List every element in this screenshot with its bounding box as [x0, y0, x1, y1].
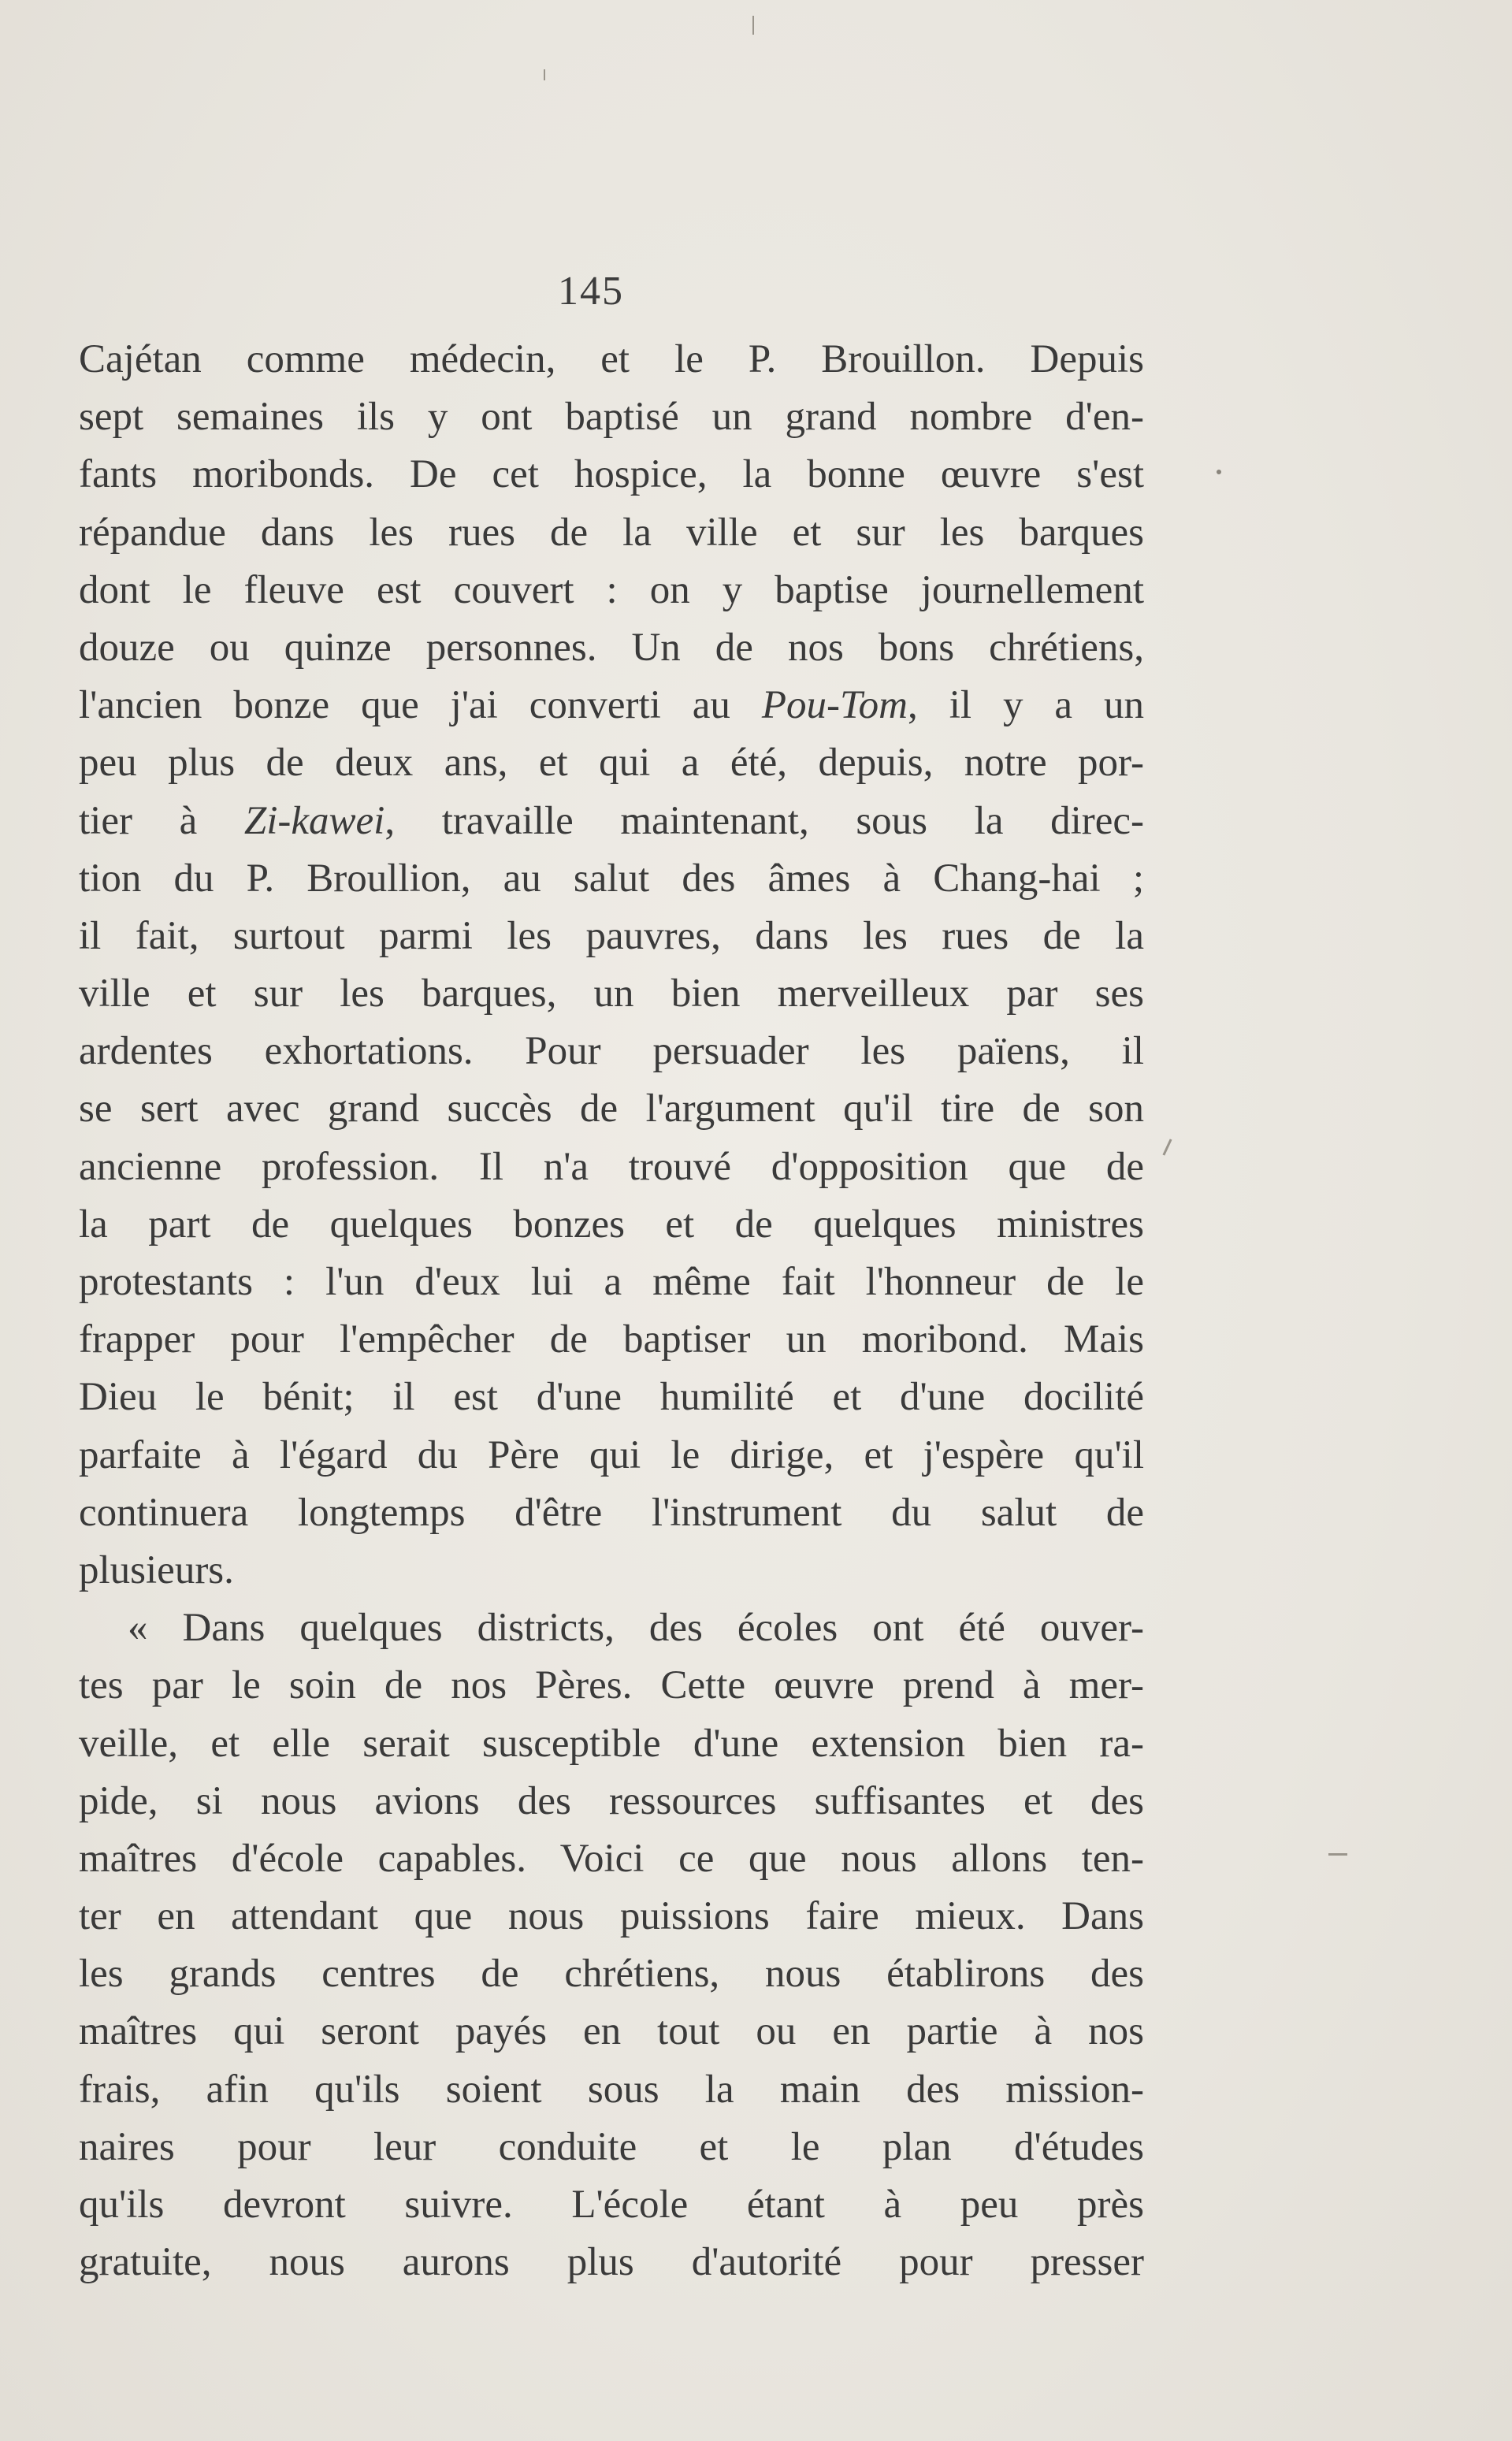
text-line: gratuite, nous aurons plus d'autorité pour presser [79, 2240, 1144, 2285]
text-line: frais, afin qu'ils soient sous la main des mission- [79, 2067, 1144, 2112]
text-line: il fait, surtout parmi les pauvres, dans les rues de la [79, 913, 1144, 958]
italic-place-name: Zi-kawei [243, 798, 385, 843]
text-line: veille, et elle serait susceptible d'une extension bien ra- [79, 1721, 1144, 1766]
text-line: l'ancien bonze que j'ai converti au Pou-Tom, il y a un [79, 683, 1144, 728]
italic-place-name: Pou-Tom [761, 683, 908, 728]
page-number: 145 [558, 269, 624, 314]
text-line: fants moribonds. De cet hospice, la bonne œuvre s'est [79, 452, 1144, 497]
text-line: protestants : l'un d'eux lui a même fait l'honneur de le [79, 1260, 1144, 1304]
margin-mark [1328, 1853, 1347, 1856]
text-line: Dieu le bénit; il est d'une humilité et d'une docilité [79, 1375, 1144, 1420]
text-line: continuera longtemps d'être l'instrument du salut de [79, 1490, 1144, 1535]
text-line: répandue dans les rues de la ville et sur les barques [79, 510, 1144, 555]
text-line: Cajétan comme médecin, et le P. Brouillon. Depuis [79, 337, 1144, 381]
margin-speck [1217, 470, 1221, 474]
text-line: se sert avec grand succès de l'argument qu'il tire de son [79, 1087, 1144, 1131]
text-line: ancienne profession. Il n'a trouvé d'opposition que de [79, 1144, 1144, 1189]
margin-mark [1162, 1139, 1172, 1155]
text-line: maîtres d'école capables. Voici ce que nous allons ten- [79, 1836, 1144, 1881]
text-line: tion du P. Broullion, au salut des âmes à Chang-hai ; [79, 856, 1144, 901]
margin-mark [544, 69, 545, 80]
text-line: ardentes exhortations. Pour persuader les païens, il [79, 1029, 1144, 1074]
text-line: les grands centres de chrétiens, nous établirons des [79, 1952, 1144, 1997]
text-line: douze ou quinze personnes. Un de nos bons chrétiens, [79, 625, 1144, 670]
text-line: peu plus de deux ans, et qui a été, depuis, notre por- [79, 741, 1144, 786]
text-line: tes par le soin de nos Pères. Cette œuvre prend à mer- [79, 1663, 1144, 1708]
text-line: ville et sur les barques, un bien merveilleux par ses [79, 972, 1144, 1016]
body-text [79, 331, 1144, 2291]
text-line: naires pour leur conduite et le plan d'études [79, 2124, 1144, 2169]
text-line: dont le fleuve est couvert : on y baptise journellement [79, 567, 1144, 612]
paragraph-start-line: « Dans quelques districts, des écoles ont été ouver- [128, 1606, 1144, 1651]
text-line: qu'ils devront suivre. L'école étant à peu près [79, 2183, 1144, 2227]
paragraph-end-line: plusieurs. [79, 1547, 234, 1592]
text-line: frapper pour l'empêcher de baptiser un moribond. Mais [79, 1317, 1144, 1362]
text-line: pide, si nous avions des ressources suffisantes et des [79, 1778, 1144, 1823]
text-line: parfaite à l'égard du Père qui le dirige, et j'espère qu'il [79, 1432, 1144, 1477]
text-line: tier à Zi-kawei, travaille maintenant, sous la direc- [79, 798, 1144, 843]
text-line: maîtres qui seront payés en tout ou en partie à nos [79, 2009, 1144, 2054]
text-line: la part de quelques bonzes et de quelques ministres [79, 1202, 1144, 1247]
text-line: sept semaines ils y ont baptisé un grand nombre d'en- [79, 395, 1144, 440]
text-line: ter en attendant que nous puissions faire mieux. Dans [79, 1894, 1144, 1939]
margin-mark [752, 16, 754, 35]
